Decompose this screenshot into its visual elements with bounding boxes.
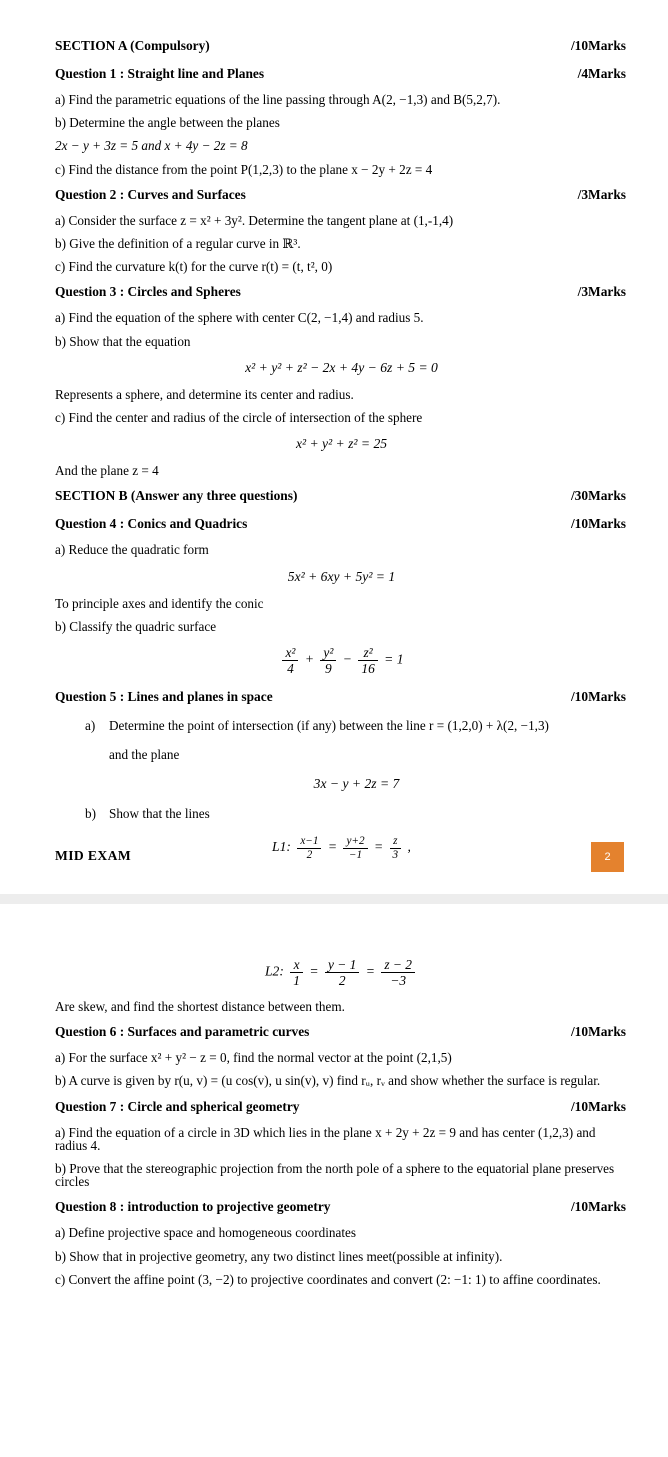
q3-part-c-equation: x² + y² + z² = 25 — [295, 436, 388, 452]
q7-part-a: a) Find the equation of a circle in 3D which lies in the plane x + 2y + 2z = 9 and has center (1,2,3) and radius 4. — [55, 1124, 596, 1153]
equation-rhs: = 1 — [384, 651, 404, 667]
question-3-title: Question 3 : Circles and Spheres — [55, 284, 241, 300]
question-3-header — [55, 278, 628, 306]
question-5-marks: /10Marks — [570, 689, 626, 705]
question-7-header — [55, 1093, 628, 1121]
q1-part-c: c) Find the distance from the point P(1,2,3) to the plane x − 2y + 2z = 4 — [55, 161, 433, 177]
q5-part-b — [85, 799, 628, 828]
q5-part-a-text2: and the plane — [109, 747, 180, 763]
q8-part-a: a) Define projective space and homogeneous coordinates — [55, 1225, 356, 1241]
equals-1: = — [327, 839, 338, 855]
equals-2: = — [373, 839, 384, 855]
q8-part-b: b) Show that in projective geometry, any two distinct lines meet(possible at infinity). — [55, 1248, 503, 1264]
equals-1: = — [309, 963, 319, 979]
section-a-title: SECTION A (Compulsory) — [55, 38, 210, 53]
fraction-y-minus-1-over-2: $\frac{y - 1}{2}$ — [325, 957, 359, 988]
trailing-comma: , — [407, 839, 411, 855]
question-3-marks: /3Marks — [577, 284, 626, 300]
q2-part-c: c) Find the curvature k(t) for the curve r(t) = (t, t², 0) — [55, 259, 333, 275]
q6-part-b: b) A curve is given by r(u, v) = (u cos(v), u sin(v), v) find rᵤ, rᵥ and show whether the surface is regular. — [55, 1073, 601, 1089]
q3-part-a: a) Find the equation of the sphere with center C(2, −1,4) and radius 5. — [55, 310, 424, 326]
question-7-marks: /10Marks — [570, 1098, 626, 1114]
q3-part-b: b) Show that the equation — [55, 333, 191, 349]
q4-part-b: b) Classify the quadric surface — [55, 618, 217, 634]
q3-part-c-after: And the plane z = 4 — [55, 463, 159, 479]
section-a-marks: /10Marks — [570, 38, 626, 53]
question-1-header — [55, 60, 628, 88]
line-l2-label: L2: — [264, 963, 284, 979]
q5-part-a-equation: 3x − y + 2z = 7 — [313, 776, 400, 792]
fraction-z-over-16: $\frac{\text{z²}}{16}$ — [358, 645, 377, 676]
q5-part-b-text: Show that the lines — [109, 806, 210, 822]
fraction-y-over-9: $\frac{\text{y²}}{9}$ — [320, 645, 336, 676]
question-4-title: Question 4 : Conics and Quadrics — [55, 516, 248, 532]
fraction-x-minus-1-over-2: $\frac{x-1}{2}$ — [297, 835, 321, 861]
operator-minus: − — [342, 651, 352, 667]
q5-part-a-cont — [85, 740, 628, 769]
q7-part-b: b) Prove that the stereographic projection from the north pole of a sphere to the equatorial plane preserves circles — [55, 1161, 615, 1190]
page-separator — [0, 894, 668, 904]
line-l2-equation — [55, 950, 628, 995]
q5-part-a-cont-marker — [85, 745, 109, 764]
question-2-marks: /3Marks — [577, 186, 626, 202]
q1-part-a: a) Find the parametric equations of the line passing through A(2, −1,3) and B(5,2,7). — [55, 92, 501, 107]
page-2-bottom-space — [55, 1291, 628, 1369]
q5-after-text: Are skew, and find the shortest distance between them. — [55, 999, 345, 1014]
question-5-title: Question 5 : Lines and planes in space — [55, 689, 273, 705]
fraction-x-over-4: $\frac{\text{x²}}{4}$ — [282, 645, 298, 676]
q1-part-b-equation: 2x − y + 3z = 5 and x + 4y − 2z = 8 — [55, 138, 248, 154]
question-8-title: Question 8 : introduction to projective geometry — [55, 1199, 331, 1215]
section-a-header — [55, 32, 628, 60]
q4-part-a-equation: 5x² + 6xy + 5y² = 1 — [287, 568, 396, 584]
q8-part-c: c) Convert the affine point (3, −2) to projective coordinates and convert (2: −1: 1) to affine coordinates. — [55, 1271, 601, 1287]
fraction-y-plus-2-over-minus-1: $\frac{y+2}{-1}$ — [343, 835, 367, 861]
q3-part-b-after: Represents a sphere, and determine its center and radius. — [55, 386, 354, 402]
question-6-title: Question 6 : Surfaces and parametric curves — [55, 1024, 310, 1040]
fraction-z-minus-2-over-minus-3: $\frac{z - 2}{-3}$ — [381, 957, 415, 988]
question-6-header — [55, 1018, 628, 1046]
fraction-x-over-1: $\frac{x}{1}$ — [290, 957, 303, 988]
question-4-header — [55, 510, 628, 538]
q4-part-b-equation — [55, 638, 628, 683]
section-b-marks: /30Marks — [570, 488, 626, 504]
question-2-header — [55, 181, 628, 209]
question-7-title: Question 7 : Circle and spherical geometry — [55, 1098, 300, 1114]
q4-part-a-after: To principle axes and identify the conic — [55, 595, 264, 611]
q5-part-a-marker: a) — [85, 718, 96, 734]
question-6-marks: /10Marks — [570, 1024, 626, 1040]
equals-2: = — [365, 963, 375, 979]
q6-part-a: a) For the surface x² + y² − z = 0, find the normal vector at the point (2,1,5) — [55, 1050, 452, 1066]
page-number-badge: 2 — [591, 842, 624, 872]
q4-part-a: a) Reduce the quadratic form — [55, 542, 209, 558]
page-2 — [0, 904, 668, 1457]
question-8-marks: /10Marks — [570, 1199, 626, 1215]
page-1-footer — [55, 839, 628, 894]
q3-part-b-equation: x² + y² + z² − 2x + 4y − 6z + 5 = 0 — [245, 359, 438, 375]
q2-part-b: b) Give the definition of a regular curve in ℝ³. — [55, 236, 301, 252]
question-4-marks: /10Marks — [570, 516, 626, 532]
q5-part-a — [85, 711, 628, 740]
section-b-header — [55, 482, 628, 510]
q3-part-c: c) Find the center and radius of the circle of intersection of the sphere — [55, 410, 423, 426]
footer-label: MID EXAM — [55, 848, 132, 863]
section-b-title: SECTION B (Answer any three questions) — [55, 488, 298, 504]
q5-part-a-text: Determine the point of intersection (if any) between the line r = (1,2,0) + λ(2, −1,3) — [109, 718, 549, 734]
question-8-header — [55, 1193, 628, 1221]
q5-part-b-marker: b) — [85, 806, 96, 822]
line-l1-label: L1: — [272, 839, 291, 855]
question-5-header — [55, 683, 628, 711]
question-2-title: Question 2 : Curves and Surfaces — [55, 186, 246, 202]
question-1-title: Question 1 : Straight line and Planes — [55, 66, 265, 81]
q5-parts — [55, 711, 628, 828]
question-1-marks: /4Marks — [577, 66, 626, 81]
operator-plus: + — [304, 651, 314, 667]
q2-part-a: a) Consider the surface z = x² + 3y². Determine the tangent plane at (1,-1,4) — [55, 212, 454, 228]
q1-part-b: b) Determine the angle between the planes — [55, 115, 280, 131]
fraction-z-over-3: $\frac{z}{3}$ — [390, 835, 402, 861]
